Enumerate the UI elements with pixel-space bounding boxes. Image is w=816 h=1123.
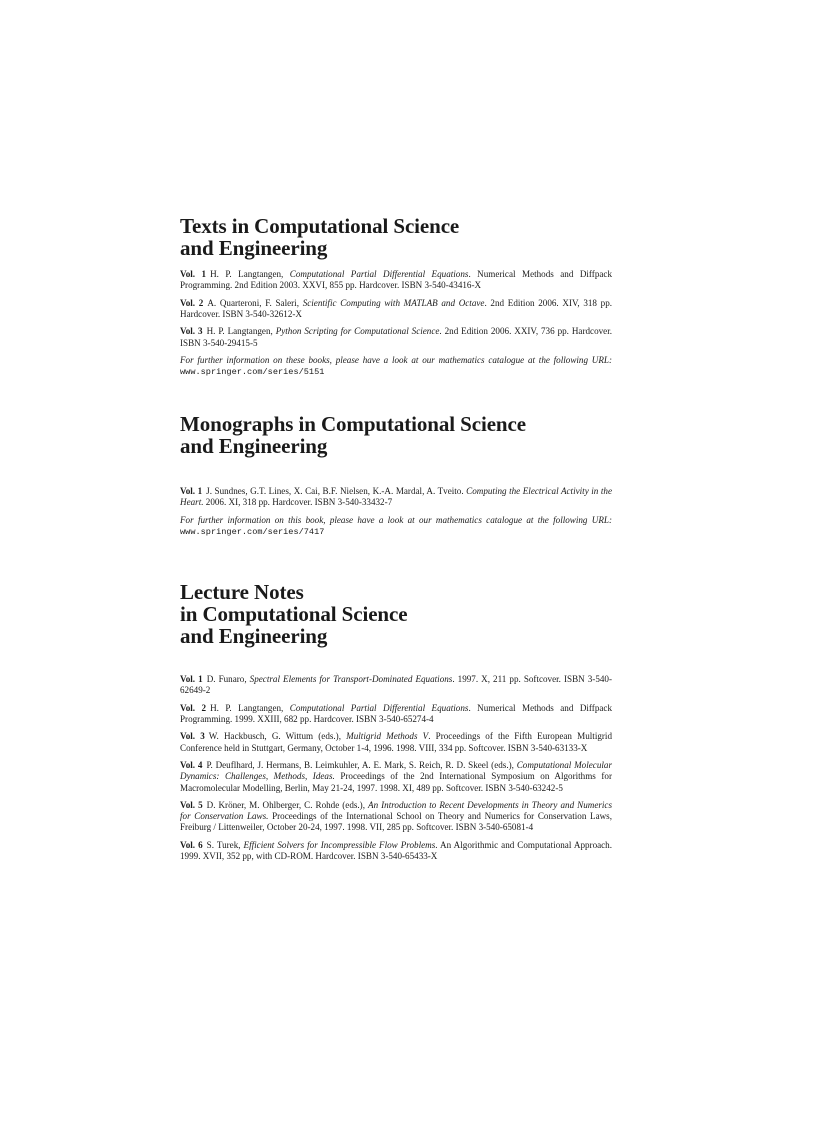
- entry-title: Computational Partial Differential Equations: [289, 702, 469, 713]
- entry-title: Computing the Electrical Activity in the Heart.: [180, 486, 612, 508]
- list-item: [180, 800, 612, 834]
- entry-details: . 2nd Edition 2006. XXIV, 736 pp. Hardcover. ISBN 3-540-29415-5: [180, 326, 613, 348]
- catalogue-note-text: For further information on this book, please have a look at our mathematics catalogue at the following URL:: [180, 514, 612, 525]
- entry-authors: H. P. Langtangen,: [206, 326, 276, 337]
- volume-number: Vol. 6: [180, 839, 203, 850]
- list-item: [180, 674, 612, 696]
- entry-title: Efficient Solvers for Incompressible Flow Problems: [243, 839, 436, 850]
- entry-authors: P. Deuflhard, J. Hermans, B. Leimkuhler, A. E. Mark, S. Reich, R. D. Skeel (eds.),: [206, 760, 517, 771]
- entry-list: [180, 674, 612, 862]
- entry-details: . An Algorithmic and Computational Approach. 1999. XVII, 352 pp, with CD-ROM. Hardcover. ISBN 3-540-65433-X: [180, 839, 613, 862]
- entry-details: Proceedings of the 2nd International Symposium on Algorithms for Macromolecular Modelling, Berlin, May 21-24, 1997. 1998. XI, 489 pp. Softcover. ISBN 3-540-63242-5: [180, 771, 612, 793]
- volume-number: Vol. 1: [180, 269, 207, 279]
- entry-details: Proceedings of the International School on Theory and Numerics for Conservation Laws, Freiburg / Littenweiler, October 20-24, 1997. 1998. VII, 285 pp. Softcover. ISBN 3-540-65081-4: [180, 811, 612, 833]
- section-title: Monographs in Computational Science and Engineering: [180, 412, 526, 458]
- list-item: [180, 760, 612, 794]
- entry-details: . Numerical Methods and Diffpack Programming. 1999. XXIII, 682 pp. Hardcover. ISBN 3-540-65274-4: [180, 702, 612, 724]
- list-item: [180, 298, 612, 320]
- entry-title: Multigrid Methods V: [346, 731, 429, 742]
- entry-details: . Numerical Methods and Diffpack Programming. 2nd Edition 2003. XXVI, 855 pp. Hardcover. ISBN 3-540-43416-X: [180, 269, 612, 291]
- series-url[interactable]: www.springer.com/series/5151: [180, 367, 325, 378]
- entry-details: . Proceedings of the Fifth European Multigrid Conference held in Stuttgart, Germany, October 1-4, 1996. 1998. VIII, 334 pp. Softcover. ISBN 3-540-63133-X: [180, 731, 613, 753]
- entry-authors: A. Quarteroni, F. Saleri,: [207, 297, 303, 308]
- entry-title: Computational Molecular Dynamics: Challenges, Methods, Ideas.: [180, 760, 612, 782]
- series-url[interactable]: www.springer.com/series/7417: [180, 526, 325, 537]
- list-item: [180, 326, 612, 348]
- section-monographs: [180, 413, 612, 538]
- section-title: Lecture Notes in Computational Science and Engineering: [180, 580, 408, 648]
- entry-authors: J. Sundnes, G.T. Lines, X. Cai, B.F. Nielsen, K.-A. Mardal, A. Tveito.: [206, 486, 467, 496]
- section-texts: [180, 215, 612, 379]
- entry-details: . 2nd Edition 2006. XIV, 318 pp. Hardcover. ISBN 3-540-32612-X: [180, 297, 613, 319]
- list-item: [180, 703, 612, 725]
- entry-list: [180, 486, 612, 508]
- volume-number: Vol. 4: [180, 760, 203, 771]
- list-item: [180, 840, 612, 862]
- volume-number: Vol. 1: [180, 674, 203, 684]
- entry-title: Scientific Computing with MATLAB and Octave: [302, 297, 485, 308]
- entry-authors: H. P. Langtangen,: [210, 269, 290, 279]
- section-lecture-notes: [180, 581, 612, 869]
- entry-details: 2006. XI, 318 pp. Hardcover. ISBN 3-540-33432-7: [203, 497, 393, 508]
- entry-authors: S. Turek,: [206, 839, 244, 850]
- catalogue-note-text: For further information on these books, please have a look at our mathematics catalogue at the following URL:: [180, 355, 612, 366]
- volume-number: Vol. 3: [180, 731, 205, 742]
- list-item: [180, 269, 612, 291]
- catalogue-note: [180, 515, 612, 538]
- entry-authors: D. Funaro,: [206, 674, 250, 684]
- volume-number: Vol. 2: [180, 297, 204, 308]
- entry-list: [180, 269, 612, 349]
- entry-authors: D. Kröner, M. Ohlberger, C. Rohde (eds.),: [206, 800, 369, 811]
- volume-number: Vol. 1: [180, 486, 203, 496]
- entry-authors: H. P. Langtangen,: [210, 702, 290, 713]
- volume-number: Vol. 5: [180, 800, 203, 811]
- catalogue-note: [180, 355, 612, 378]
- list-item: [180, 486, 612, 508]
- volume-number: Vol. 3: [180, 326, 203, 337]
- section-title: Texts in Computational Science and Engineering: [180, 214, 460, 260]
- entry-details: . 1997. X, 211 pp. Softcover. ISBN 3-540-62649-2: [180, 674, 612, 696]
- list-item: [180, 731, 612, 753]
- entry-title: Computational Partial Differential Equations: [289, 269, 469, 279]
- entry-title: An Introduction to Recent Developments in Theory and Numerics for Conservation Laws.: [180, 800, 612, 822]
- entry-title: Spectral Elements for Transport-Dominated Equations: [249, 674, 453, 684]
- volume-number: Vol. 2: [180, 702, 207, 713]
- entry-title: Python Scripting for Computational Science: [275, 326, 440, 337]
- entry-authors: W. Hackbusch, G. Wittum (eds.),: [208, 731, 347, 742]
